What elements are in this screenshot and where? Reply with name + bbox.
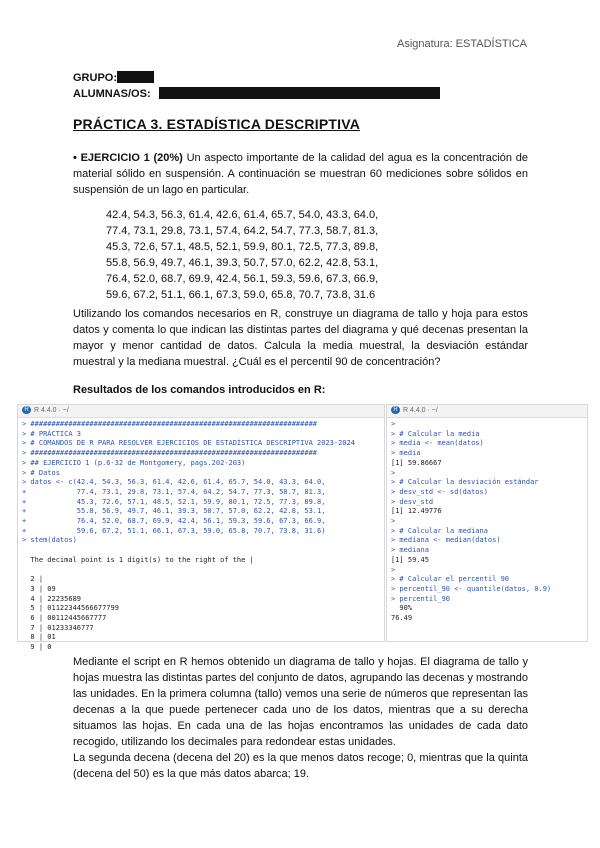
r-logo-icon: R [391,406,400,414]
console-command-line: > # Calcular la media [391,429,480,438]
console-output-line: [1] 59.86667 [391,458,442,467]
console-command-line: > percentil_90 [391,594,451,603]
console-output [18,418,384,655]
console-command-line: > # PRÁCTICA 3 [22,429,82,438]
data-line: 45.3, 72.6, 57.1, 48.5, 52.1, 59.9, 80.1, 72.5, 77.3, 89.8, [106,241,379,253]
console-command-line: > [391,420,396,428]
answer-paragraph: Mediante el script en R hemos obtenido un diagrama de tallo y hojas. El diagrama de tallo y hojas muestra las distintas partes del conjunto de datos, agrupando las decenas y mostrando las unidades. En la primera columna (tallo) vemos una serie de números que representan las decenas a la que puede pertenecer cada uno de los datos, mientras que a su derecha situamos las hojas. En cada una de las hojas encontramos las unidades de cada dato recogido, utilizando los decimales para redondear estas unidades. [73,656,528,748]
console-command-line: > [391,565,396,574]
console-title: R 4.4.0 · ~/ [403,407,438,414]
console-command-line: + 45.3, 72.6, 57.1, 48.5, 52.1, 59.9, 80.1, 72.5, 77.3, 89.8, [22,497,326,506]
console-command-line: > #################################################################### [22,449,318,458]
console-output-line: 76.49 [391,614,413,623]
console-output-line: 3 | 09 [22,584,56,593]
console-output-line: 7 | 01233346777 [22,623,94,632]
students-redaction [159,87,440,99]
console-command-line: > [391,468,396,477]
console-output-line: 2 | [22,575,48,584]
console-command-line: > # Calcular la desviación estándar [391,478,539,487]
data-line: 76.4, 52.0, 68.7, 69.9, 42.4, 56.1, 59.3, 59.6, 67.3, 66.9, [106,273,379,285]
console-command-line: + 76.4, 52.0, 68.7, 69.9, 42.4, 56.1, 59.3, 59.6, 67.3, 66.9, [22,517,326,526]
results-heading: Resultados de los comandos introducidos en R: [73,384,326,396]
console-command-line: > mediana <- median(datos) [391,536,501,545]
subject-header: Asignatura: ESTADÍSTICA [396,38,527,50]
console-output-line [22,566,380,576]
console-command-line: > ## EJERCICIO 1 (p.6-32 de Montgomery, pags.202-203) [22,458,246,467]
console-output-line: 5 | 01122344566677799 [22,604,119,613]
exercise-statement [73,150,528,198]
console-command-line: > # COMANDOS DE R PARA RESOLVER EJERCICIOS DE ESTADÍSTICA DESCRIPTIVA 2023-2024 [22,439,355,448]
console-output-line: 8 | 01 [22,633,56,642]
data-list [106,207,378,303]
console-command-line: > percentil_90 <- quantile(datos, 0.9) [391,584,552,593]
exercise-intro: Un aspecto importante de la calidad del agua es la concentración de material sólido en suspensión. A continuación se muestran 60 mediciones sobre sólidos en suspensión de un lago en particular. [73,152,528,196]
console-command-line: > media [391,449,421,458]
console-command-line: > # Datos [22,468,60,477]
data-line: 77.4, 73.1, 29.8, 73.1, 57.4, 64.2, 54.7, 77.3, 58.7, 81.3, [106,225,379,237]
console-command-line: > media <- mean(datos) [391,439,484,448]
r-console-left [17,404,385,652]
r-logo-icon: R [22,406,31,414]
console-command-line: > datos <- c(42.4, 54.3, 56.3, 61.4, 42.6, 61.4, 65.7, 54.0, 43.3, 64.0, [22,478,326,487]
console-output [387,418,587,626]
console-title-bar [387,405,587,418]
data-line: 42.4, 54.3, 56.3, 61.4, 42.6, 61.4, 65.7, 54.0, 43.3, 64.0, [106,209,379,221]
answer-text [73,654,528,782]
console-command-line: > # Calcular el percentil 90 [391,575,510,584]
console-command-line: > # Calcular la mediana [391,526,488,535]
console-output-line: 6 | 00112445667777 [22,614,107,623]
console-output-line: 4 | 22235689 [22,594,82,603]
console-title: R 4.4.0 · ~/ [34,407,69,414]
answer-paragraph: La segunda decena (decena del 20) es la que menos datos recoge; 0, mientras que la quinta (decena del 50) es la que más datos abarca; 19. [73,752,528,780]
console-command-line: > [391,517,396,526]
console-command-line: > desv_std [391,497,434,506]
console-command-line: > mediana [391,546,429,555]
console-command-line: + 77.4, 73.1, 29.8, 73.1, 57.4, 64.2, 54.7, 77.3, 58.7, 81.3, [22,487,326,496]
console-command-line: + 59.6, 67.2, 51.1, 66.1, 67.3, 59.0, 65.8, 70.7, 73.8, 31.6) [22,526,326,535]
group-label: GRUPO: [73,72,117,84]
console-output-line: [1] 12.49776 [391,507,442,516]
console-output-line: [1] 59.45 [391,555,429,564]
group-redaction [117,71,154,83]
data-line: 55.8, 56.9, 49.7, 46.1, 39.3, 50.7, 57.0, 62.2, 42.8, 53.1, [106,257,379,269]
console-output-line: 9 | 0 [22,643,52,652]
exercise-heading: • EJERCICIO 1 (20%) [73,152,183,164]
data-line: 59.6, 67.2, 51.1, 66.1, 67.3, 59.0, 65.8, 70.7, 73.8, 31.6 [106,289,376,301]
students-label: ALUMNAS/OS: [73,88,151,100]
page-title: PRÁCTICA 3. ESTADÍSTICA DESCRIPTIVA [73,116,361,132]
console-command-line: > stem(datos) [22,536,77,545]
console-command-line: > #################################################################### [22,420,318,428]
console-command-line: > desv_std <- sd(datos) [391,487,488,496]
console-command-line: + 55.8, 56.9, 49.7, 46.1, 39.3, 50.7, 57.0, 62.2, 42.8, 53.1, [22,507,326,516]
console-output-line: The decimal point is 1 digit(s) to the right of the | [22,555,254,564]
r-console-right [386,404,588,642]
console-output-line: 90% [391,604,413,613]
console-output-line [22,546,380,556]
exercise-question: Utilizando los comandos necesarios en R, construye un diagrama de tallo y hoja para estos datos y comenta lo que indican las distintas partes del diagrama y qué decenas presentan la mayor y menor cantidad de datos. Calcula la media muestral, la desviación estándar muestral y la mediana muestral. ¿Cuál es el percentil 90 de concentración? [73,308,528,368]
console-title-bar [18,405,384,418]
